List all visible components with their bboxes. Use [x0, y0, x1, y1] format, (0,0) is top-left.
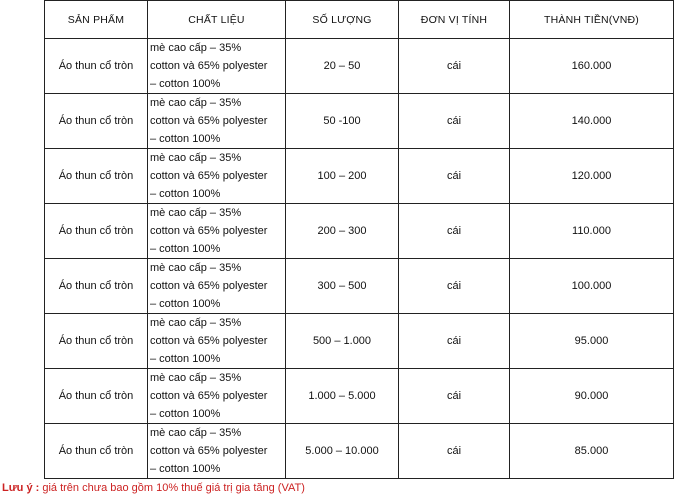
- material-line: – cotton 100%: [150, 243, 221, 255]
- table-row: [45, 314, 674, 369]
- material-line: mè cao cấp – 35%: [150, 427, 242, 439]
- table-row: [45, 369, 674, 424]
- material-line: – cotton 100%: [150, 298, 221, 310]
- cell-price: 160.000: [510, 39, 674, 94]
- table-row: [45, 94, 674, 149]
- cell-product: Áo thun cổ tròn: [45, 314, 148, 369]
- cell-product: Áo thun cổ tròn: [45, 39, 148, 94]
- material-line: cotton và 65% polyester: [150, 335, 268, 347]
- material-line: mè cao cấp – 35%: [150, 207, 242, 219]
- cell-price: 95.000: [510, 314, 674, 369]
- cell-unit: cái: [399, 369, 510, 424]
- cell-unit: cái: [399, 259, 510, 314]
- material-line: – cotton 100%: [150, 408, 221, 420]
- cell-product: Áo thun cổ tròn: [45, 149, 148, 204]
- price-table: [44, 0, 674, 479]
- cell-product: Áo thun cổ tròn: [45, 424, 148, 479]
- cell-unit: cái: [399, 39, 510, 94]
- cell-quantity: 100 – 200: [286, 149, 399, 204]
- material-line: cotton và 65% polyester: [150, 115, 268, 127]
- cell-material: [148, 424, 286, 479]
- cell-product: Áo thun cổ tròn: [45, 94, 148, 149]
- cell-unit: cái: [399, 149, 510, 204]
- material-line: cotton và 65% polyester: [150, 170, 268, 182]
- material-line: mè cao cấp – 35%: [150, 372, 242, 384]
- material-line: mè cao cấp – 35%: [150, 262, 242, 274]
- cell-product: Áo thun cổ tròn: [45, 259, 148, 314]
- cell-quantity: 1.000 – 5.000: [286, 369, 399, 424]
- material-line: – cotton 100%: [150, 133, 221, 145]
- material-line: – cotton 100%: [150, 78, 221, 90]
- material-line: mè cao cấp – 35%: [150, 317, 242, 329]
- cell-material: [148, 94, 286, 149]
- cell-quantity: 50 -100: [286, 94, 399, 149]
- cell-unit: cái: [399, 424, 510, 479]
- header-product: SẢN PHẨM: [45, 1, 148, 39]
- cell-material: [148, 259, 286, 314]
- cell-price: 110.000: [510, 204, 674, 259]
- table-row: [45, 149, 674, 204]
- cell-quantity: 500 – 1.000: [286, 314, 399, 369]
- header-quantity: SỐ LƯỢNG: [286, 1, 399, 39]
- cell-quantity: 300 – 500: [286, 259, 399, 314]
- material-line: – cotton 100%: [150, 463, 221, 475]
- material-line: mè cao cấp – 35%: [150, 97, 242, 109]
- material-line: cotton và 65% polyester: [150, 445, 268, 457]
- table-row: [45, 204, 674, 259]
- cell-quantity: 20 – 50: [286, 39, 399, 94]
- header-unit: ĐƠN VỊ TÍNH: [399, 1, 510, 39]
- material-line: cotton và 65% polyester: [150, 60, 268, 72]
- cell-material: [148, 149, 286, 204]
- cell-quantity: 5.000 – 10.000: [286, 424, 399, 479]
- material-line: cotton và 65% polyester: [150, 225, 268, 237]
- material-line: cotton và 65% polyester: [150, 280, 268, 292]
- table-row: [45, 39, 674, 94]
- cell-unit: cái: [399, 94, 510, 149]
- cell-quantity: 200 – 300: [286, 204, 399, 259]
- note-text: giá trên chưa bao gồm 10% thuế giá trị gia tăng (VAT): [39, 482, 305, 494]
- cell-product: Áo thun cổ tròn: [45, 204, 148, 259]
- table-row: [45, 424, 674, 479]
- cell-price: 100.000: [510, 259, 674, 314]
- material-line: mè cao cấp – 35%: [150, 152, 242, 164]
- note-label: Lưu ý :: [2, 482, 40, 494]
- cell-price: 90.000: [510, 369, 674, 424]
- vat-note: [2, 482, 305, 494]
- cell-price: 85.000: [510, 424, 674, 479]
- material-line: mè cao cấp – 35%: [150, 42, 242, 54]
- cell-unit: cái: [399, 314, 510, 369]
- cell-material: [148, 369, 286, 424]
- table-header-row: [45, 1, 674, 39]
- material-line: cotton và 65% polyester: [150, 390, 268, 402]
- cell-material: [148, 314, 286, 369]
- cell-material: [148, 39, 286, 94]
- cell-unit: cái: [399, 204, 510, 259]
- cell-material: [148, 204, 286, 259]
- cell-product: Áo thun cổ tròn: [45, 369, 148, 424]
- table-row: [45, 259, 674, 314]
- cell-price: 120.000: [510, 149, 674, 204]
- cell-price: 140.000: [510, 94, 674, 149]
- header-material: CHẤT LIỆU: [148, 1, 286, 39]
- header-price: THÀNH TIỀN(VNĐ): [510, 1, 674, 39]
- material-line: – cotton 100%: [150, 353, 221, 365]
- material-line: – cotton 100%: [150, 188, 221, 200]
